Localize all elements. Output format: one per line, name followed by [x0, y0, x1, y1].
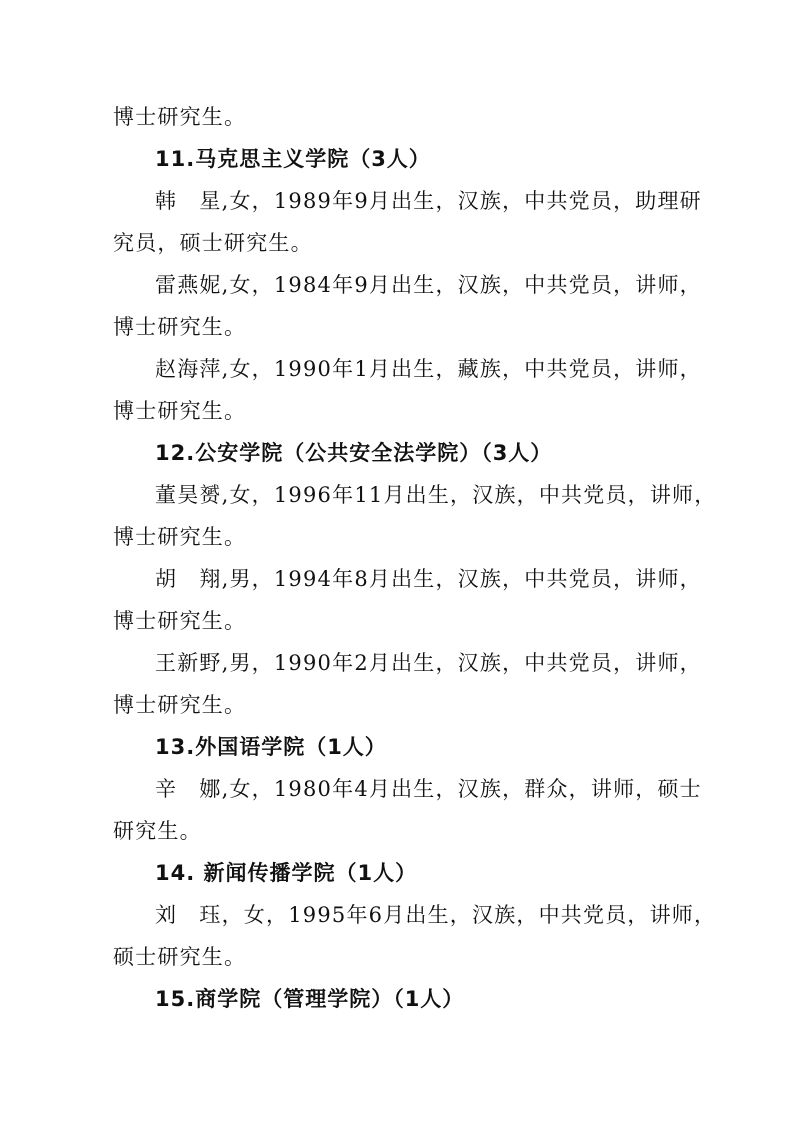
text-line: 博士研究生。: [113, 609, 247, 633]
person-entry-line: 辛 娜,女，1980年4月出生，汉族，群众，讲师，硕士: [155, 777, 702, 801]
person-entry-line: 赵海萍,女，1990年1月出生，藏族，中共党员，讲师，: [155, 357, 702, 381]
text-line: 博士研究生。: [113, 525, 247, 549]
text-line: 研究生。: [113, 819, 202, 843]
section-heading-marxism: 11.马克思主义学院（3人）: [155, 147, 431, 171]
text-line: 博士研究生。: [113, 315, 247, 339]
text-line: 究员，硕士研究生。: [113, 231, 313, 255]
section-heading-public-security: 12.公安学院（公共安全法学院）（3人）: [155, 441, 553, 465]
section-heading-business: 15.商学院（管理学院）（1人）: [155, 987, 465, 1011]
text-line: 博士研究生。: [113, 105, 247, 129]
section-heading-foreign-languages: 13.外国语学院（1人）: [155, 735, 387, 759]
person-entry-line: 刘 珏，女，1995年6月出生，汉族，中共党员，讲师，: [155, 903, 717, 927]
person-entry-line: 韩 星,女，1989年9月出生，汉族，中共党员，助理研: [155, 189, 702, 213]
person-entry-line: 董昊赟,女，1996年11月出生，汉族，中共党员，讲师，: [155, 483, 717, 507]
section-heading-journalism: 14. 新闻传播学院（1人）: [155, 861, 418, 885]
person-entry-line: 王新野,男，1990年2月出生，汉族，中共党员，讲师，: [155, 651, 702, 675]
person-entry-line: 雷燕妮,女，1984年9月出生，汉族，中共党员，讲师，: [155, 273, 702, 297]
text-line: 博士研究生。: [113, 693, 247, 717]
text-line: 博士研究生。: [113, 399, 247, 423]
text-line: 硕士研究生。: [113, 945, 247, 969]
person-entry-line: 胡 翔,男，1994年8月出生，汉族，中共党员，讲师，: [155, 567, 702, 591]
